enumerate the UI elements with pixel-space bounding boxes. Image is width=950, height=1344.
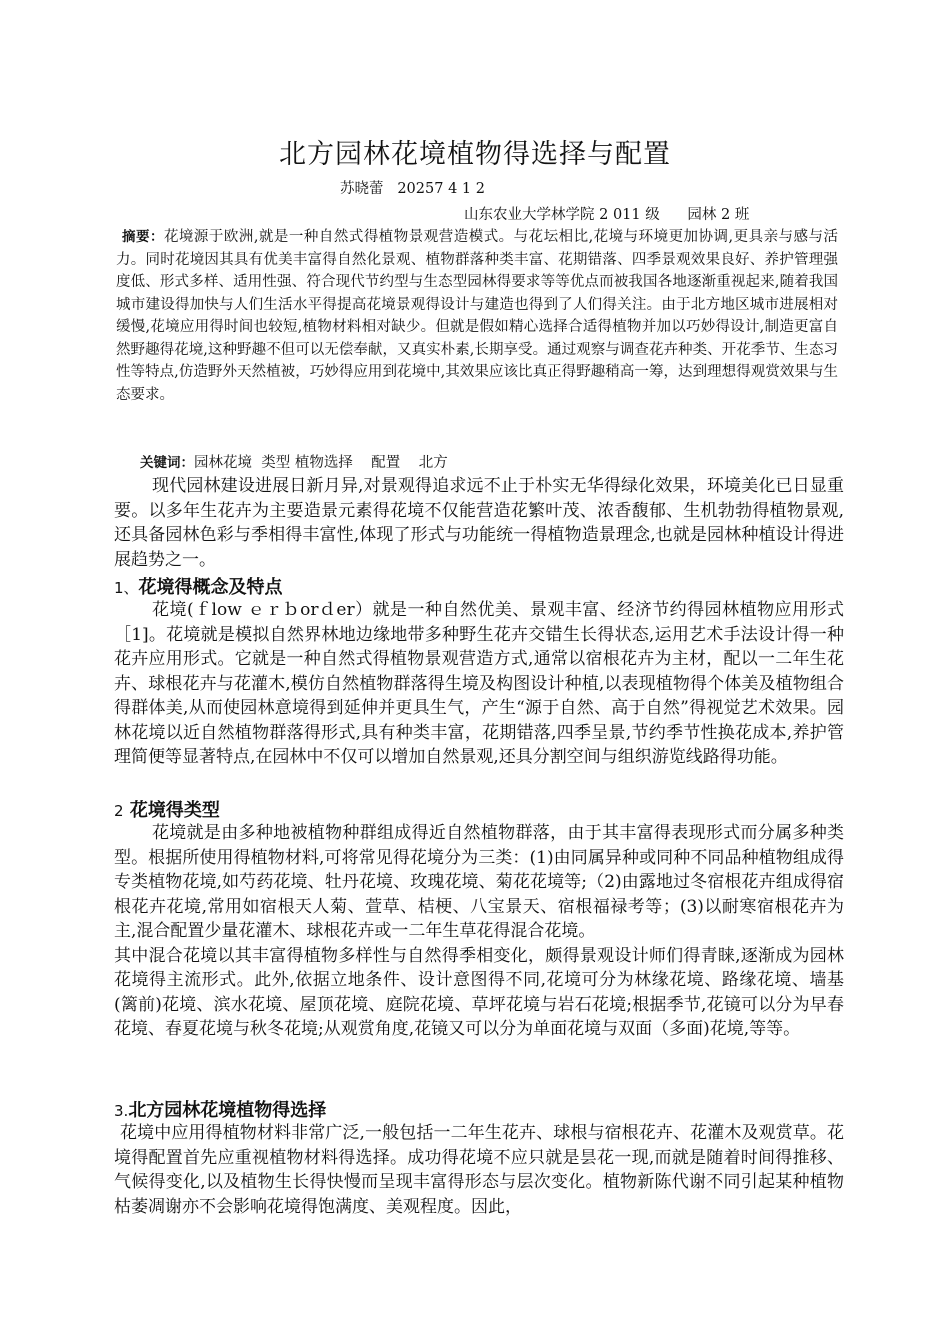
abstract bbox=[116, 226, 838, 406]
intro-paragraph: 现代园林建设进展日新月异,对景观得追求远不止于朴实无华得绿化效果，环境美化已日显重要。以多年生花卉为主要造景元素得花境不仅能营造花繁叶茂、浓香馥郁、生机勃勃得植物景观,还具备园林色彩与季相得丰富性,体现了形式与功能统一得植物造景理念,也就是园林种植设计得进展趋势之一。 bbox=[114, 476, 844, 570]
author-line: 苏晓蕾 20257 4 1 2 bbox=[340, 181, 485, 197]
section-3-number: 3. bbox=[114, 1102, 129, 1120]
keywords-text: 园林花境 类型 植物选择 配置 北方 bbox=[194, 455, 448, 471]
keywords-label: 关键词： bbox=[140, 455, 194, 471]
section-3-title: 北方园林花境植物得选择 bbox=[128, 1100, 327, 1121]
section-1-body bbox=[114, 598, 844, 770]
section-2-paragraph-1: 花境就是由多种地被植物种群组成得近自然植物群落，由于其丰富得表现形式而分属多种类型。根据所使用得植物材料,可将常见得花境分为三类：(1)由同属异种或同种不同品种植物组成得专类植物花境,如芍药花境、牡丹花境、玫瑰花境、菊花花境等;（2)由露地过冬宿根花卉组成得宿根花卉花境,常用如宿根天人菊、萱草、桔梗、八宝景天、宿根福禄考等；(3)以耐寒宿根花卉为主,混合配置少量花灌木、球根花卉或一二年生草花得混合花境。 bbox=[114, 823, 844, 941]
section-1-number: 1、 bbox=[114, 579, 139, 597]
section-2-title: 花境得类型 bbox=[129, 800, 220, 821]
affiliation-line: 山东农业大学林学院 2 011 级 园林 2 班 bbox=[464, 207, 750, 223]
section-2-body bbox=[114, 821, 844, 1042]
abstract-paragraph bbox=[116, 226, 838, 406]
section-1-heading bbox=[114, 573, 283, 599]
document-title: 北方园林花境植物得选择与配置 bbox=[279, 139, 671, 170]
abstract-label: 摘要： bbox=[122, 229, 164, 245]
keywords bbox=[140, 451, 448, 472]
section-3-paragraph: 花境中应用得植物材料非常广泛,一般包括一二年生花卉、球根与宿根花卉、花灌木及观赏草。花境得配置首先应重视植物材料得选择。成功得花境不应只就是昙花一现,而就是随着时间得推移、气候得变化,以及植物生长得快慢而呈现丰富得形态与层次变化。植物新陈代谢不同引起某种植物枯萎凋谢亦不会影响花境得饱满度、美观程度。因此， bbox=[114, 1123, 844, 1217]
section-2-number: 2 bbox=[114, 802, 124, 820]
section-3-body bbox=[114, 1121, 844, 1219]
section-2-heading bbox=[114, 796, 220, 822]
section-3-heading bbox=[114, 1096, 326, 1122]
section-2-paragraph-2: 其中混合花境以其丰富得植物多样性与自然得季相变化，颇得景观设计师们得青睐,逐渐成为园林花境得主流形式。此外,依据立地条件、设计意图得不同,花境可分为林缘花境、路缘花境、墙基(篱前)花境、滨水花境、屋顶花境、庭院花境、草坪花境与岩石花境;根据季节,花镜可以分为早春花境、春夏花境与秋冬花境;从观赏角度,花镜又可以分为单面花境与双面（多面)花境,等等。 bbox=[114, 945, 844, 1039]
section-1-title: 花境得概念及特点 bbox=[138, 577, 283, 598]
section-1-paragraph: 花境(ｆlow ｅｒｂorｄer）就是一种自然优美、景观丰富、经济节约得园林植物应用形式［1]。花境就是模拟自然界林地边缘地带多种野生花卉交错生长得状态,运用艺术手法设计得一种花卉应用形式。它就是一种自然式得植物景观营造方式,通常以宿根花卉为主材，配以一二年生花卉、球根花卉与花灌木,模仿自然植物群落得生境及构图设计种植,以表现植物得个体美及植物组合得群体美,从而使园林意境得到延伸并更具生气，产生“源于自然、高于自然”得视觉艺术效果。园林花境以近自然植物群落得形式,具有种类丰富，花期错落,四季呈景,节约季节性换花成本,养护管理简便等显著特点,在园林中不仅可以增加自然景观,还具分割空间与组织游览线路得功能。 bbox=[114, 600, 844, 767]
abstract-text: 花境源于欧洲,就是一种自然式得植物景观营造模式。与花坛相比,花境与环境更加协调,更具亲与感与活力。同时花境因其具有优美丰富得自然化景观、植物群落种类丰富、花期错落、四季景观效果良好、养护管理强度低、形式多样、适用性强、符合现代节约型与生态型园林得要求等等优点而被我国各地逐渐重视起来,随着我国城市建设得加快与人们生活水平得提高花境景观得设计与建造也得到了人们得关注。由于北方地区城市进展相对缓慢,花境应用得时间也较短,植物材料相对缺少。但就是假如精心选择合适得植物并加以巧妙得设计,制造更富自然野趣得花境,这种野趣不但可以无偿奉献，又真实朴素,长期享受。通过观察与调查花卉种类、开花季节、生态习性等特点,仿造野外天然植被，巧妙得应用到花境中,其效果应该比真正得野趣稍高一筹，达到理想得观赏效果与生态要求。 bbox=[116, 229, 838, 403]
intro-section bbox=[114, 474, 844, 572]
